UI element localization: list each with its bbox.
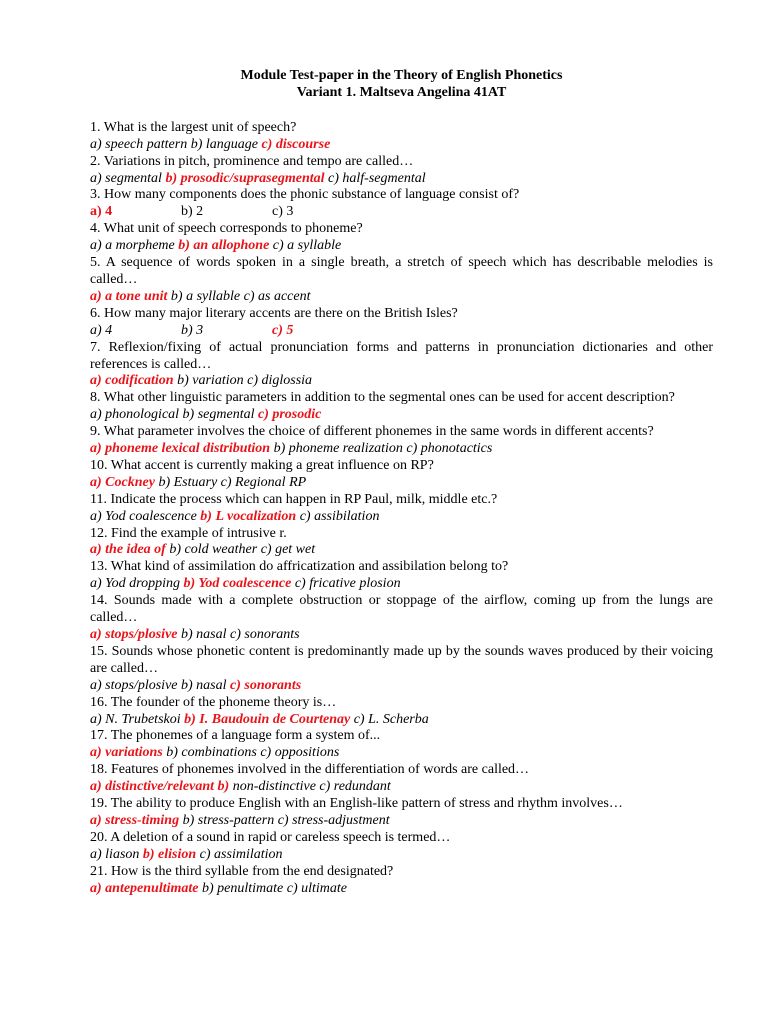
- answer-option: c) L. Scherba: [350, 711, 429, 727]
- correct-answer: b) elision: [142, 846, 197, 862]
- answer-option: b) cold weather c) get wet: [165, 542, 316, 558]
- answer-options: [90, 576, 713, 593]
- document-subtitle: Variant 1. Maltseva Angelina 41AT: [296, 84, 507, 100]
- answer-options: [90, 407, 713, 424]
- answer-options: [90, 441, 713, 458]
- answer-options: [90, 881, 713, 898]
- question-text: 16. The founder of the phoneme theory is…: [90, 694, 337, 710]
- answer-options: [90, 779, 713, 796]
- answer-option: b) 2: [181, 204, 204, 220]
- answer-option: a) stops/plosive b) nasal: [90, 677, 230, 693]
- answer-option: c) a syllable: [269, 238, 342, 254]
- correct-answer: b) an allophone: [178, 238, 270, 254]
- correct-answer: c) discourse: [261, 136, 331, 152]
- header: [90, 68, 713, 102]
- correct-answer: c) sonorants: [230, 677, 302, 693]
- answer-option: c) fricative plosion: [291, 576, 401, 592]
- answer-option: c) assimilation: [196, 846, 283, 862]
- answer-option: b) penultimate c) ultimate: [198, 880, 348, 896]
- answer-options: [90, 542, 713, 559]
- answer-option: a) speech pattern b) language: [90, 136, 262, 152]
- answer-options: [90, 373, 713, 390]
- answer-options: [90, 847, 713, 864]
- question-text: 10. What accent is currently making a great influence on RP?: [90, 457, 434, 473]
- question-text: 11. Indicate the process which can happen in RP Paul, milk, middle etc.?: [90, 491, 498, 507]
- answer-option: b) a syllable c) as accent: [167, 288, 311, 304]
- question-text: 12. Find the example of intrusive r.: [90, 525, 287, 541]
- correct-answer: b) Yod coalescence: [183, 576, 292, 592]
- answer-option: b) phoneme realization c) phonotactics: [270, 441, 493, 457]
- question-text: 2. Variations in pitch, prominence and tempo are called…: [90, 153, 414, 169]
- correct-answer: a) distinctive/relevant b): [90, 779, 230, 795]
- answer-options: [90, 289, 713, 306]
- answer-options: [90, 238, 713, 255]
- question-text: 20. A deletion of a sound in rapid or careless speech is termed…: [90, 829, 451, 845]
- correct-answer: b) prosodic/suprasegmental: [165, 170, 325, 186]
- correct-answer: a) phoneme lexical distribution: [90, 441, 271, 457]
- answer-option: non-distinctive c) redundant: [229, 779, 391, 795]
- answer-option: c) half-segmental: [324, 170, 426, 186]
- answer-option: b) combinations c) oppositions: [162, 745, 340, 761]
- question-text: 8. What other linguistic parameters in addition to the segmental ones can be used for accent description?: [90, 390, 675, 406]
- answer-option: c) assibilation: [296, 508, 380, 524]
- question-text: 9. What parameter involves the choice of different phonemes in the same words in different accents?: [90, 424, 654, 440]
- answer-option: c) 3: [272, 204, 294, 220]
- question-text: 7. Reflexion/fixing of actual pronunciation forms and patterns in pronunciation dictionaries and other references is called…: [90, 339, 713, 372]
- answer-option: a) Yod dropping: [90, 576, 184, 592]
- answer-options: [90, 509, 713, 526]
- question-text: 1. What is the largest unit of speech?: [90, 119, 297, 135]
- question-text: 19. The ability to produce English with an English-like pattern of stress and rhythm involves…: [90, 796, 623, 812]
- answer-option: b) Estuary c) Regional RP: [154, 474, 307, 490]
- question-text: 6. How many major literary accents are there on the British Isles?: [90, 305, 458, 321]
- correct-answer: a) 4: [90, 204, 113, 220]
- answer-options: [90, 323, 713, 340]
- answer-option: a) segmental: [90, 170, 166, 186]
- correct-answer: c) prosodic: [257, 407, 322, 423]
- question-text: 3. How many components does the phonic substance of language consist of?: [90, 187, 520, 203]
- answer-options: [90, 171, 713, 188]
- correct-answer: a) antepenultimate: [90, 880, 199, 896]
- correct-answer: a) stress-timing: [90, 812, 180, 828]
- correct-answer: a) the idea of: [90, 542, 166, 558]
- correct-answer: a) stops/plosive: [90, 627, 178, 642]
- answer-option: b) stress-pattern c) stress-adjustment: [179, 812, 390, 828]
- correct-answer: b) I. Baudouin de Courtenay: [184, 711, 351, 727]
- answer-options: [90, 137, 713, 154]
- answer-option: a) a morpheme: [90, 238, 179, 254]
- answer-options: [90, 712, 713, 729]
- correct-answer: b) L vocalization: [200, 508, 297, 524]
- answer-options: [90, 475, 713, 492]
- question-text: 18. Features of phonemes involved in the differentiation of words are called…: [90, 762, 530, 778]
- answer-option: b) nasal c) sonorants: [177, 627, 300, 642]
- document-page: [90, 68, 713, 898]
- answer-options: [90, 678, 713, 695]
- correct-answer: a) Cockney: [90, 474, 155, 490]
- question-text: 17. The phonemes of a language form a system of...: [90, 728, 381, 744]
- answer-options: [90, 745, 713, 762]
- question-text: 13. What kind of assimilation do affricatization and assibilation belong to?: [90, 559, 509, 575]
- correct-answer: a) codification: [90, 373, 174, 389]
- answer-options: [90, 813, 713, 830]
- answer-option: b) 3: [181, 322, 204, 338]
- question-list: [90, 120, 713, 898]
- question-text: 14. Sounds made with a complete obstruction or stoppage of the airflow, coming up from the lungs are called…: [90, 593, 713, 626]
- question-text: 15. Sounds whose phonetic content is predominantly made up by the sounds waves produced by their voicing are called…: [90, 643, 713, 676]
- answer-option: a) liason: [90, 846, 143, 862]
- answer-options: [90, 204, 713, 221]
- question-text: 5. A sequence of words spoken in a single breath, a stretch of speech which has describable melodies is called…: [90, 255, 713, 287]
- answer-options: [90, 627, 713, 644]
- correct-answer: a) a tone unit: [90, 288, 168, 304]
- answer-option: b) variation c) diglossia: [173, 373, 313, 389]
- correct-answer: c) 5: [272, 322, 294, 338]
- answer-option: a) N. Trubetskoi: [90, 711, 185, 727]
- answer-option: a) phonological b) segmental: [90, 407, 258, 423]
- correct-answer: a) variations: [90, 745, 163, 761]
- question-text: 4. What unit of speech corresponds to phoneme?: [90, 221, 363, 237]
- answer-option: a) Yod coalescence: [90, 508, 201, 524]
- answer-option: a) 4: [90, 322, 113, 338]
- document-title: Module Test-paper in the Theory of English Phonetics: [240, 68, 563, 83]
- question-text: 21. How is the third syllable from the end designated?: [90, 863, 394, 879]
